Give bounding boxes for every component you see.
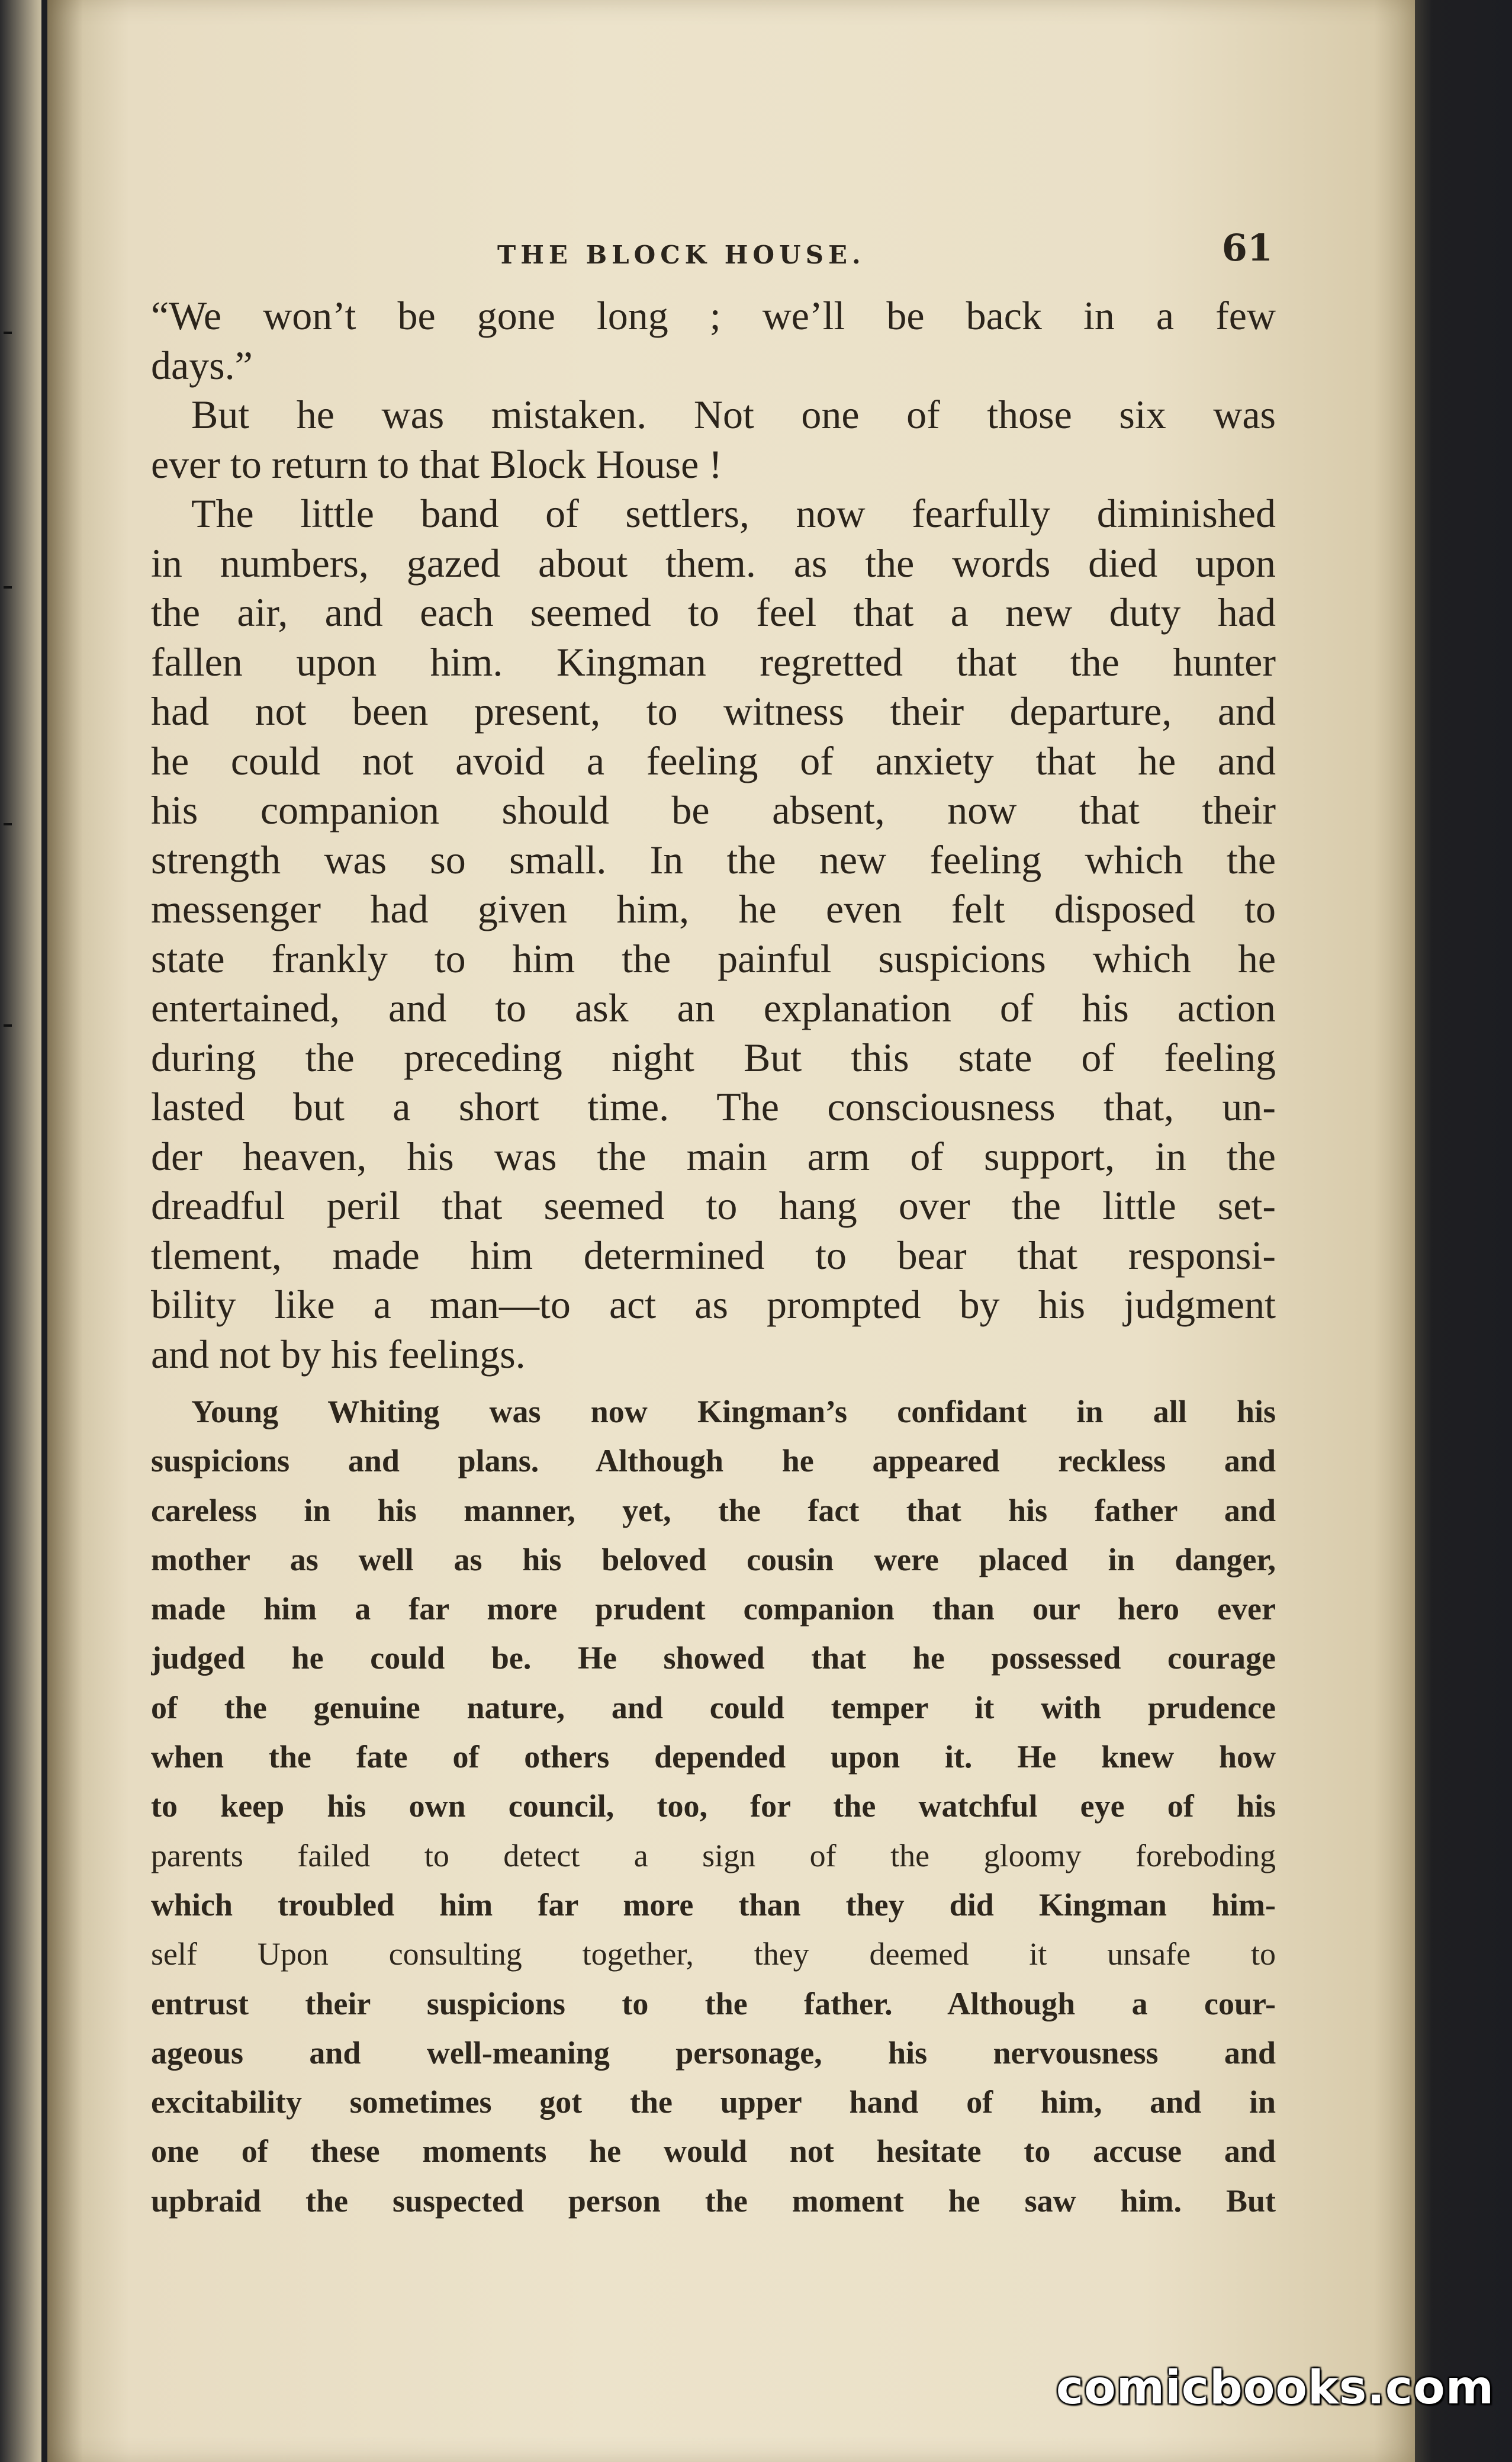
text-line: of the genuine nature, and could temper it with prudence [151, 1689, 1276, 1725]
site-watermark: comicbooks.com [1056, 2361, 1494, 2415]
adjacent-page-edge [0, 0, 41, 2462]
text-line: But he was mistaken. Not one of those six was [191, 392, 1276, 437]
text-line: tlement, made him determined to bear that responsi- [151, 1232, 1276, 1278]
text-line: careless in his manner, yet, the fact that his father and [151, 1492, 1276, 1528]
small-type-section [151, 1387, 1276, 2226]
text-line: messenger had given him, he even felt disposed to [151, 886, 1276, 931]
text-line: parents failed to detect a sign of the gloomy foreboding [151, 1837, 1276, 1873]
text-line: state frankly to him the painful suspicions which he [151, 936, 1276, 981]
text-line: der heaven, his was the main arm of support, in the [151, 1133, 1276, 1179]
edge-mark [4, 823, 12, 825]
text-line: ever to return to that Block House ! [151, 441, 722, 487]
text-line: in numbers, gazed about them. as the words died upon [151, 540, 1276, 586]
large-type-section [151, 291, 1276, 1379]
text-line: during the preceding night But this state of feeling [151, 1034, 1276, 1080]
text-line: when the fate of others depended upon it. He knew how [151, 1739, 1276, 1775]
page-body-text [151, 291, 1276, 2226]
binding-shadow [47, 0, 83, 2462]
text-line: “We won’t be gone long ; we’ll be back in a few [151, 293, 1276, 338]
text-line: bility like a man—to act as prompted by his judgment [151, 1282, 1276, 1327]
text-line: suspicions and plans. Although he appeared reckless and [151, 1443, 1276, 1479]
text-line: to keep his own council, too, for the watchful eye of his [151, 1788, 1276, 1824]
text-line: judged he could be. He showed that he possessed courage [151, 1640, 1276, 1676]
page-number: 61 [1221, 226, 1273, 269]
text-line: made him a far more prudent companion than our hero ever [151, 1591, 1276, 1627]
text-line: the air, and each seemed to feel that a new duty had [151, 590, 1276, 635]
text-line: strength was so small. In the new feeling which the [151, 837, 1276, 882]
text-line: entertained, and to ask an explanation of his action [151, 985, 1276, 1030]
text-line: lasted but a short time. The consciousness that, un- [151, 1084, 1276, 1129]
text-line: had not been present, to witness their departure, and [151, 689, 1276, 734]
text-line: one of these moments he would not hesitate to accuse and [151, 2133, 1276, 2169]
text-line: he could not avoid a feeling of anxiety that he and [151, 738, 1276, 783]
edge-mark [4, 586, 12, 589]
page-right-shadow [1415, 0, 1512, 2462]
text-line: self Upon consulting together, they deemed it unsafe to [151, 1936, 1276, 1972]
edge-mark [4, 1024, 12, 1027]
text-line: The little band of settlers, now fearfully diminished [191, 491, 1276, 536]
text-line: entrust their suspicions to the father. Although a cour- [151, 1985, 1276, 2021]
text-line: which troubled him far more than they did Kingman him- [151, 1886, 1276, 1923]
running-head: THE BLOCK HOUSE. [497, 240, 866, 269]
text-line: his companion should be absent, now that their [151, 788, 1276, 833]
text-line: ageous and well-meaning personage, his nervousness and [151, 2034, 1276, 2071]
text-line: days.” [151, 342, 253, 388]
text-line: fallen upon him. Kingman regretted that the hunter [151, 639, 1276, 684]
text-line: upbraid the suspected person the moment he saw him. But [151, 2183, 1276, 2219]
text-line: and not by his feelings. [151, 1331, 526, 1377]
page-header [154, 218, 1279, 283]
text-line: dreadful peril that seemed to hang over the little set- [151, 1183, 1276, 1228]
edge-mark [4, 332, 12, 334]
text-line: excitability sometimes got the upper hand of him, and in [151, 2084, 1276, 2120]
text-line: Young Whiting was now Kingman’s confidant in all his [191, 1394, 1276, 1429]
text-line: mother as well as his beloved cousin were placed in danger, [151, 1541, 1276, 1577]
